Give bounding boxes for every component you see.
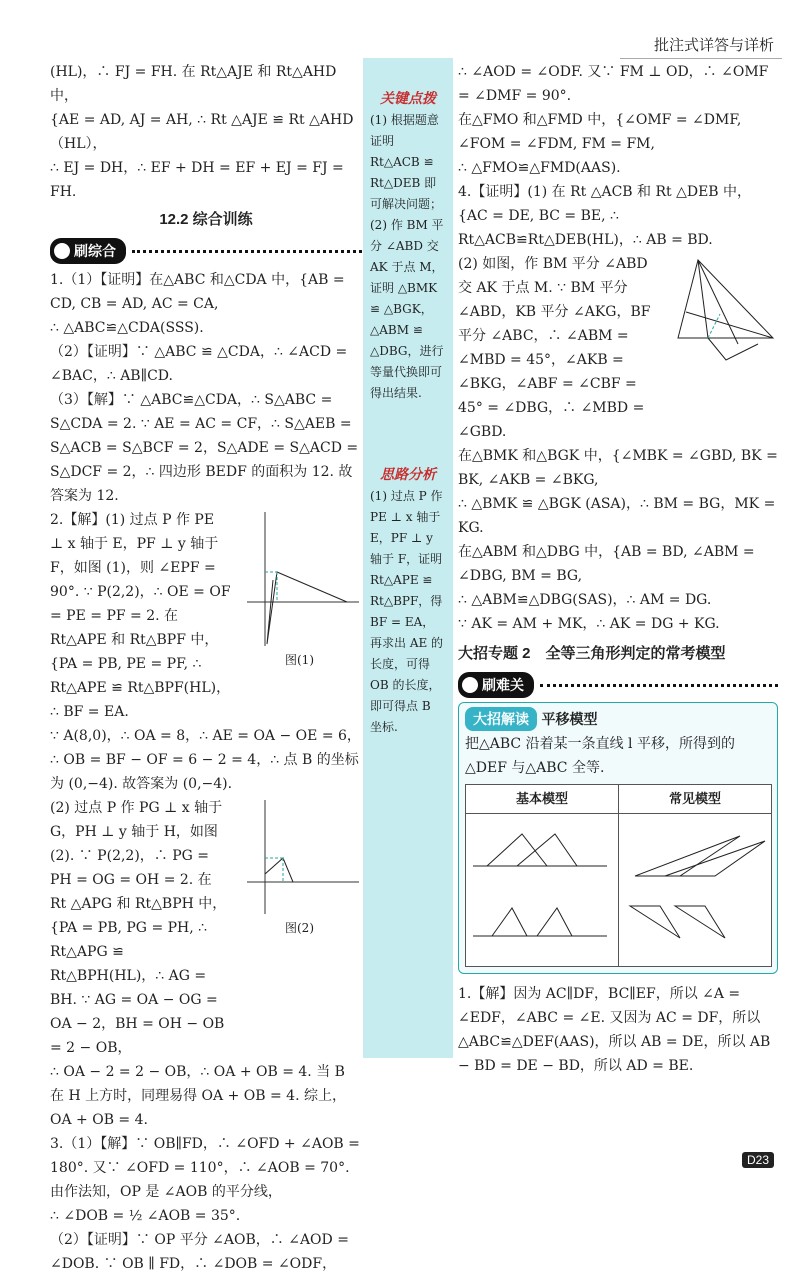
text-line: ∴ ∠AOD = ∠ODF. 又∵ FM ⊥ OD，∴ ∠OMF = ∠DMF = 90°. — [458, 64, 769, 104]
left-column — [50, 60, 362, 1276]
q2-text: 2.【解】(1) 过点 P 作 PE ⊥ x 轴于 E，PF ⊥ y 轴于 F，如图 (1)，则 ∠EPF = 90°. ∵ P(2,2)，∴ OE = OF = PE = PF = 2. 在 Rt△APE 和 Rt△BPF 中，{PA = PB, PE = PF, ∴ Rt△APE ≌ Rt△BPF(HL)，∴ BF = EA. — [50, 512, 231, 720]
q4-text: ∴ △ABM≌△DBG(SAS)，∴ AM = DG. — [458, 592, 712, 608]
dotted-rule — [132, 250, 362, 253]
note-title-key: 关键点拨 — [380, 91, 436, 107]
sidebar-notes — [363, 58, 453, 1058]
figure-2-caption: 图(2) — [285, 921, 314, 935]
header-title: 批注式详答与详析 — [653, 37, 774, 54]
right-column — [458, 60, 778, 1078]
section-bar — [50, 238, 362, 264]
q2-text: ∵ A(8,0)，∴ OA = 8，∴ AE = OA − OE = 6，∴ OB = BF − OF = 6 − 2 = 4，∴ 点 B 的坐标为 (0,−4). 故答案为 (0,−4). — [50, 728, 361, 792]
q1-text: 1.（1）【证明】在△ABC 和△CDA 中，{AB = CD, CB = AD, AC = CA, — [50, 272, 345, 312]
text-line: ∴ EJ = DH，∴ EF + DH = EF + EJ = FJ = FH. — [50, 160, 344, 200]
note-idea-body: (1) 过点 P 作 PE ⊥ x 轴于 E，PF ⊥ y 轴于 F，证明 Rt△APE ≌ Rt△BPF，得 BF = EA，再求出 AE 的长度，可得 OB 的长度，即可得点 B 坐标. — [370, 489, 444, 734]
q4-text: 在△BMK 和△BGK 中，{∠MBK = ∠GBD, BK = BK, ∠AKB = ∠BKG, — [458, 448, 778, 488]
q2-text: (2) 过点 P 作 PG ⊥ x 轴于 G，PH ⊥ y 轴于 H，如图 (2). ∵ P(2,2)，∴ PG = PH = OG = OH = 2. 在 Rt △APG 和 Rt△BPH 中，{PA = PB, PG = PH, ∴ Rt△APG ≌ Rt△BPH(HL)，∴ AG = BH. ∵ AG = OA − OG = OA − 2，BH = OH − OB = 2 − OB， — [50, 800, 227, 1056]
q4-text: ∵ AK = AM + MK，∴ AK = DG + KG. — [458, 616, 720, 632]
badge-label: 刷难关 — [482, 677, 524, 693]
table-header: 基本模型 — [466, 785, 619, 814]
section-badge — [458, 672, 534, 698]
q1-text: （2）【证明】∵ △ABC ≌ △CDA，∴ ∠ACD = ∠BAC，∴ AB∥CD. — [50, 344, 348, 384]
section-badge — [50, 238, 126, 264]
common-model-cell — [619, 814, 772, 967]
badge-icon — [54, 243, 70, 259]
q1-text: ∴ △ABC≌△CDA(SSS). — [50, 320, 204, 336]
note-title-idea: 思路分析 — [380, 467, 436, 483]
q3-text: ∴ ∠DOB = ½ ∠AOB = 35°. — [50, 1208, 241, 1224]
q1-text: （3）【解】∵ △ABC≌△CDA，∴ S△ABC = S△CDA = 2. ∵ AE = AC = CF，∴ S△AEB = S△ACB = S△BCF = 2，S△ADE = S△ACD = S△DCF = 2，∴ 四边形 BEDF 的面积为 12. 故答案为 12. — [50, 392, 359, 504]
section-bar — [458, 672, 778, 698]
q2-text: ∴ OA − 2 = 2 − OB，∴ OA + OB = 4. 当 B 在 H 上方时，同理易得 OA + OB = 4. 综上，OA + OB = 4. — [50, 1064, 346, 1128]
header-divider — [620, 58, 782, 59]
note-key-body: (1) 根据题意证明 Rt△ACB ≌ Rt△DEB 即可解决问题；(2) 作 BM 平分 ∠ABD 交 AK 于点 M，证明 △BMK ≌ △BGK，△ABM ≌ △DBG，进行等量代换即可得出结果. — [370, 113, 444, 400]
figure-q4 — [658, 252, 778, 382]
q4-text: 在△ABM 和△DBG 中，{AB = BD, ∠ABM = ∠DBG, BM = BG, — [458, 544, 755, 584]
topic-title: 大招专题 2 全等三角形判定的常考模型 — [458, 645, 726, 662]
dotted-rule — [540, 684, 778, 687]
q3-text: （2）【证明】∵ OP 平分 ∠AOB，∴ ∠AOD = ∠DOB. ∵ OB ∥ FD，∴ ∠DOB = ∠ODF， — [50, 1232, 349, 1272]
figure-1 — [237, 508, 362, 648]
text-line: 在△FMO 和△FMD 中，{∠OMF = ∠DMF, ∠FOM = ∠FDM, FM = FM, — [458, 112, 742, 152]
q4-text: (2) 如图，作 BM 平分 ∠ABD 交 AK 于点 M. ∵ BM 平分 ∠ABD，KB 平分 ∠AKG，BF 平分 ∠ABC，∴ ∠ABM = ∠MBD = 45°，∠AKB = ∠BKG，∠ABF = ∠CBF = 45° = ∠DBG，∴ ∠MBD = ∠GBD. — [458, 256, 651, 440]
basic-model-figure — [467, 816, 617, 956]
figure-1-caption: 图(1) — [285, 653, 314, 667]
text-line: ∴ △FMO≌△FMD(AAS). — [458, 160, 621, 176]
q4-text: 4.【证明】(1) 在 Rt △ACB 和 Rt △DEB 中，{AC = DE, BC = BE, ∴ Rt△ACB≌Rt△DEB(HL)，∴ AB = BD. — [458, 184, 752, 248]
box-head: 大招解读 — [465, 707, 537, 731]
model-table — [465, 784, 772, 967]
solution-text: 1.【解】因为 AC∥DF，BC∥EF，所以 ∠A = ∠EDF，∠ABC = ∠E. 又因为 AC = DF，所以 △ABC≌△DEF(AAS)，所以 AB = DE，所以 AB − BD = DE − BD，所以 AD = BE. — [458, 986, 771, 1074]
figure-2 — [237, 796, 362, 916]
q3-text: 3.（1）【解】∵ OB∥FD，∴ ∠OFD + ∠AOB = 180°. 又∵ ∠OFD = 110°，∴ ∠AOB = 70°. 由作法知，OP 是 ∠AOB 的平分线， — [50, 1136, 360, 1200]
text-line: {AE = AD, AJ = AH, ∴ Rt △AJE ≌ Rt △AHD（HL）， — [50, 112, 354, 152]
model-box — [458, 702, 778, 974]
basic-model-cell — [466, 814, 619, 967]
table-header: 常见模型 — [619, 785, 772, 814]
page-number: D23 — [742, 1152, 774, 1168]
section-title: 12.2 综合训练 — [159, 211, 253, 228]
q4-text: ∴ △BMK ≌ △BGK (ASA)，∴ BM = BG，MK = KG. — [458, 496, 776, 536]
box-subtitle: 平移模型 — [541, 712, 598, 728]
badge-label: 刷综合 — [74, 243, 116, 259]
text-line: (HL)，∴ FJ = FH. 在 Rt△AJE 和 Rt△AHD 中， — [50, 64, 337, 104]
common-model-figure — [620, 816, 770, 956]
badge-icon — [462, 677, 478, 693]
box-text: 把△ABC 沿着某一条直线 l 平移，所得到的△DEF 与△ABC 全等. — [465, 736, 735, 776]
